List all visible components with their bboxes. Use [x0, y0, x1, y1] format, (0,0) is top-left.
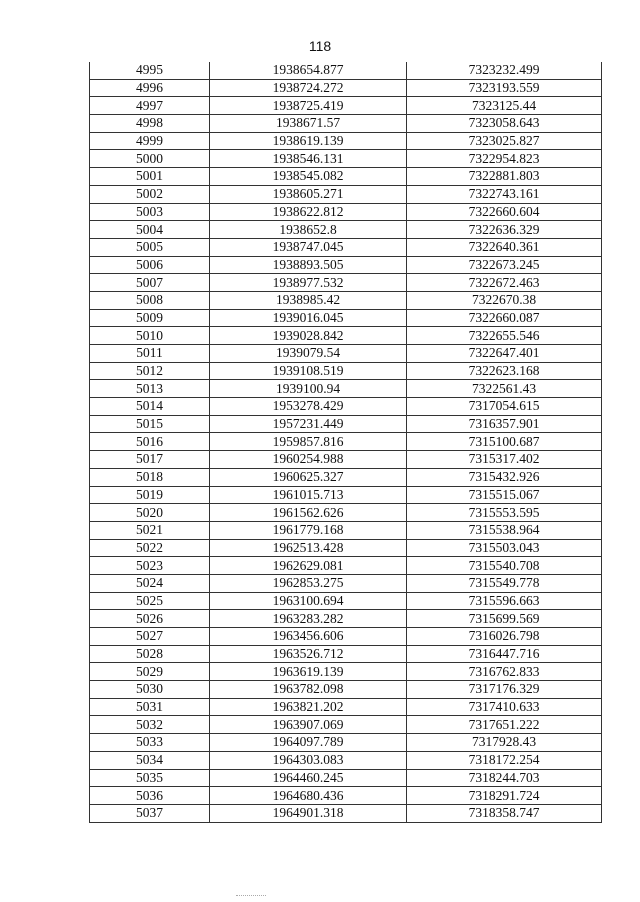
- table-row: [90, 539, 602, 557]
- y-coordinate-cell: 7322640.361: [407, 238, 602, 256]
- y-coordinate-cell: 7317176.329: [407, 681, 602, 699]
- coordinates-table: [89, 62, 602, 823]
- x-coordinate-cell: 1938725.419: [210, 97, 407, 115]
- x-coordinate-cell: 1964460.245: [210, 769, 407, 787]
- table-row: [90, 663, 602, 681]
- table-row: [90, 787, 602, 805]
- x-coordinate-cell: 1964097.789: [210, 734, 407, 752]
- point-number-cell: 5009: [90, 309, 210, 327]
- y-coordinate-cell: 7322636.329: [407, 221, 602, 239]
- y-coordinate-cell: 7322673.245: [407, 256, 602, 274]
- point-number-cell: 4997: [90, 97, 210, 115]
- x-coordinate-cell: 1963782.098: [210, 681, 407, 699]
- x-coordinate-cell: 1953278.429: [210, 398, 407, 416]
- table-row: [90, 557, 602, 575]
- table-row: [90, 804, 602, 822]
- table-row: [90, 751, 602, 769]
- y-coordinate-cell: 7318358.747: [407, 804, 602, 822]
- point-number-cell: 5027: [90, 628, 210, 646]
- x-coordinate-cell: 1960254.988: [210, 451, 407, 469]
- point-number-cell: 5003: [90, 203, 210, 221]
- table-row: [90, 645, 602, 663]
- y-coordinate-cell: 7322672.463: [407, 274, 602, 292]
- y-coordinate-cell: 7317928.43: [407, 734, 602, 752]
- y-coordinate-cell: 7317410.633: [407, 698, 602, 716]
- y-coordinate-cell: 7316357.901: [407, 415, 602, 433]
- y-coordinate-cell: 7323025.827: [407, 132, 602, 150]
- point-number-cell: 5005: [90, 238, 210, 256]
- x-coordinate-cell: 1939016.045: [210, 309, 407, 327]
- table-row: [90, 115, 602, 133]
- y-coordinate-cell: 7323058.643: [407, 115, 602, 133]
- y-coordinate-cell: 7315549.778: [407, 574, 602, 592]
- point-number-cell: 5032: [90, 716, 210, 734]
- table-row: [90, 150, 602, 168]
- table-row: [90, 79, 602, 97]
- y-coordinate-cell: 7322660.087: [407, 309, 602, 327]
- y-coordinate-cell: 7317054.615: [407, 398, 602, 416]
- table-row: [90, 734, 602, 752]
- x-coordinate-cell: 1961562.626: [210, 504, 407, 522]
- point-number-cell: 5011: [90, 345, 210, 363]
- point-number-cell: 5010: [90, 327, 210, 345]
- table-row: [90, 504, 602, 522]
- y-coordinate-cell: 7322660.604: [407, 203, 602, 221]
- table-row: [90, 380, 602, 398]
- x-coordinate-cell: 1964901.318: [210, 804, 407, 822]
- x-coordinate-cell: 1959857.816: [210, 433, 407, 451]
- x-coordinate-cell: 1938893.505: [210, 256, 407, 274]
- y-coordinate-cell: 7323193.559: [407, 79, 602, 97]
- x-coordinate-cell: 1957231.449: [210, 415, 407, 433]
- point-number-cell: 5021: [90, 521, 210, 539]
- x-coordinate-cell: 1938605.271: [210, 185, 407, 203]
- y-coordinate-cell: 7315538.964: [407, 521, 602, 539]
- table-row: [90, 769, 602, 787]
- x-coordinate-cell: 1962853.275: [210, 574, 407, 592]
- table-row: [90, 221, 602, 239]
- x-coordinate-cell: 1939108.519: [210, 362, 407, 380]
- x-coordinate-cell: 1938619.139: [210, 132, 407, 150]
- point-number-cell: 4996: [90, 79, 210, 97]
- y-coordinate-cell: 7322623.168: [407, 362, 602, 380]
- x-coordinate-cell: 1963526.712: [210, 645, 407, 663]
- point-number-cell: 5004: [90, 221, 210, 239]
- y-coordinate-cell: 7315432.926: [407, 468, 602, 486]
- coordinates-table-body: [90, 62, 602, 822]
- table-row: [90, 433, 602, 451]
- y-coordinate-cell: 7323125.44: [407, 97, 602, 115]
- x-coordinate-cell: 1963100.694: [210, 592, 407, 610]
- x-coordinate-cell: 1938724.272: [210, 79, 407, 97]
- table-row: [90, 574, 602, 592]
- point-number-cell: 5018: [90, 468, 210, 486]
- x-coordinate-cell: 1963907.069: [210, 716, 407, 734]
- table-row: [90, 681, 602, 699]
- y-coordinate-cell: 7322954.823: [407, 150, 602, 168]
- y-coordinate-cell: 7316026.798: [407, 628, 602, 646]
- x-coordinate-cell: 1963283.282: [210, 610, 407, 628]
- y-coordinate-cell: 7315503.043: [407, 539, 602, 557]
- table-row: [90, 309, 602, 327]
- x-coordinate-cell: 1964303.083: [210, 751, 407, 769]
- table-row: [90, 592, 602, 610]
- y-coordinate-cell: 7318172.254: [407, 751, 602, 769]
- point-number-cell: 5006: [90, 256, 210, 274]
- page-number: 118: [308, 38, 332, 54]
- y-coordinate-cell: 7323232.499: [407, 62, 602, 79]
- y-coordinate-cell: 7316762.833: [407, 663, 602, 681]
- point-number-cell: 5023: [90, 557, 210, 575]
- table-row: [90, 238, 602, 256]
- y-coordinate-cell: 7315317.402: [407, 451, 602, 469]
- table-row: [90, 256, 602, 274]
- x-coordinate-cell: 1964680.436: [210, 787, 407, 805]
- x-coordinate-cell: 1939100.94: [210, 380, 407, 398]
- point-number-cell: 5012: [90, 362, 210, 380]
- table-row: [90, 345, 602, 363]
- point-number-cell: 5022: [90, 539, 210, 557]
- point-number-cell: 5020: [90, 504, 210, 522]
- table-row: [90, 362, 602, 380]
- point-number-cell: 5035: [90, 769, 210, 787]
- y-coordinate-cell: 7318244.703: [407, 769, 602, 787]
- point-number-cell: 4998: [90, 115, 210, 133]
- table-row: [90, 415, 602, 433]
- x-coordinate-cell: 1938985.42: [210, 291, 407, 309]
- x-coordinate-cell: 1938747.045: [210, 238, 407, 256]
- point-number-cell: 5017: [90, 451, 210, 469]
- x-coordinate-cell: 1938977.532: [210, 274, 407, 292]
- point-number-cell: 5034: [90, 751, 210, 769]
- x-coordinate-cell: 1939028.842: [210, 327, 407, 345]
- table-row: [90, 698, 602, 716]
- y-coordinate-cell: 7315596.663: [407, 592, 602, 610]
- point-number-cell: 5013: [90, 380, 210, 398]
- x-coordinate-cell: 1938545.082: [210, 168, 407, 186]
- table-row: [90, 185, 602, 203]
- x-coordinate-cell: 1963821.202: [210, 698, 407, 716]
- x-coordinate-cell: 1938546.131: [210, 150, 407, 168]
- table-row: [90, 398, 602, 416]
- y-coordinate-cell: 7322647.401: [407, 345, 602, 363]
- table-row: [90, 132, 602, 150]
- point-number-cell: 5000: [90, 150, 210, 168]
- x-coordinate-cell: 1938671.57: [210, 115, 407, 133]
- y-coordinate-cell: 7322561.43: [407, 380, 602, 398]
- y-coordinate-cell: 7322655.546: [407, 327, 602, 345]
- point-number-cell: 5028: [90, 645, 210, 663]
- x-coordinate-cell: 1960625.327: [210, 468, 407, 486]
- x-coordinate-cell: 1963619.139: [210, 663, 407, 681]
- point-number-cell: 5037: [90, 804, 210, 822]
- y-coordinate-cell: 7322881.803: [407, 168, 602, 186]
- y-coordinate-cell: 7315553.595: [407, 504, 602, 522]
- table-row: [90, 628, 602, 646]
- table-row: [90, 486, 602, 504]
- point-number-cell: 4999: [90, 132, 210, 150]
- table-row: [90, 716, 602, 734]
- point-number-cell: 5033: [90, 734, 210, 752]
- y-coordinate-cell: 7316447.716: [407, 645, 602, 663]
- y-coordinate-cell: 7315515.067: [407, 486, 602, 504]
- y-coordinate-cell: 7322743.161: [407, 185, 602, 203]
- point-number-cell: 4995: [90, 62, 210, 79]
- point-number-cell: 5031: [90, 698, 210, 716]
- table-row: [90, 274, 602, 292]
- y-coordinate-cell: 7315100.687: [407, 433, 602, 451]
- table-row: [90, 291, 602, 309]
- table-row: [90, 468, 602, 486]
- table-row: [90, 451, 602, 469]
- point-number-cell: 5025: [90, 592, 210, 610]
- point-number-cell: 5008: [90, 291, 210, 309]
- point-number-cell: 5029: [90, 663, 210, 681]
- y-coordinate-cell: 7318291.724: [407, 787, 602, 805]
- point-number-cell: 5015: [90, 415, 210, 433]
- x-coordinate-cell: 1961015.713: [210, 486, 407, 504]
- table-row: [90, 610, 602, 628]
- footer-mark: [236, 895, 266, 897]
- point-number-cell: 5024: [90, 574, 210, 592]
- point-number-cell: 5001: [90, 168, 210, 186]
- y-coordinate-cell: 7322670.38: [407, 291, 602, 309]
- y-coordinate-cell: 7317651.222: [407, 716, 602, 734]
- table-row: [90, 521, 602, 539]
- table-row: [90, 97, 602, 115]
- x-coordinate-cell: 1962629.081: [210, 557, 407, 575]
- x-coordinate-cell: 1962513.428: [210, 539, 407, 557]
- point-number-cell: 5014: [90, 398, 210, 416]
- x-coordinate-cell: 1938622.812: [210, 203, 407, 221]
- point-number-cell: 5036: [90, 787, 210, 805]
- table-row: [90, 327, 602, 345]
- x-coordinate-cell: 1938654.877: [210, 62, 407, 79]
- y-coordinate-cell: 7315540.708: [407, 557, 602, 575]
- y-coordinate-cell: 7315699.569: [407, 610, 602, 628]
- x-coordinate-cell: 1961779.168: [210, 521, 407, 539]
- point-number-cell: 5007: [90, 274, 210, 292]
- table-row: [90, 203, 602, 221]
- point-number-cell: 5016: [90, 433, 210, 451]
- table-row: [90, 168, 602, 186]
- point-number-cell: 5026: [90, 610, 210, 628]
- x-coordinate-cell: 1938652.8: [210, 221, 407, 239]
- x-coordinate-cell: 1939079.54: [210, 345, 407, 363]
- x-coordinate-cell: 1963456.606: [210, 628, 407, 646]
- table-row: [90, 62, 602, 79]
- point-number-cell: 5030: [90, 681, 210, 699]
- point-number-cell: 5019: [90, 486, 210, 504]
- point-number-cell: 5002: [90, 185, 210, 203]
